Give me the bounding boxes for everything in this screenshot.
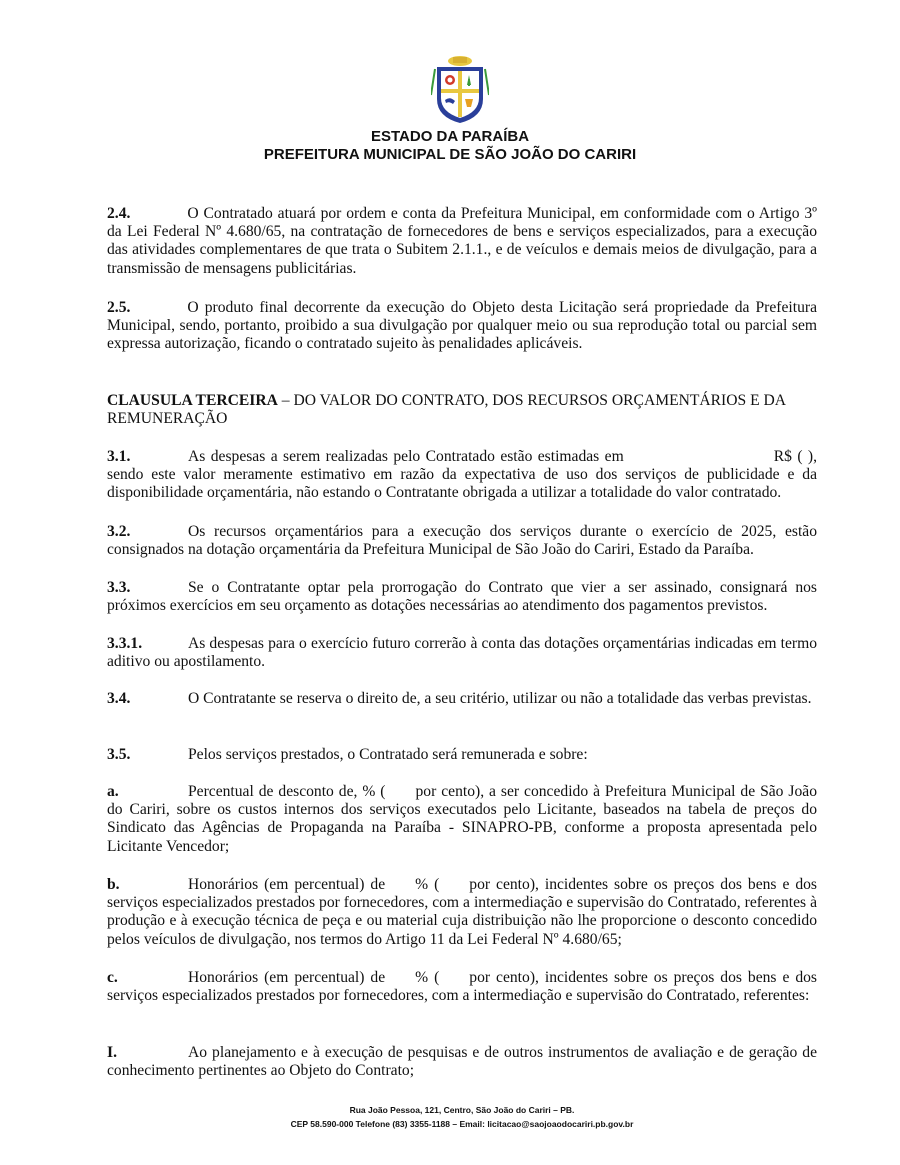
paragraph-text-a: Percentual de desconto de, % (	[188, 783, 386, 800]
coat-of-arms-logo	[431, 55, 489, 125]
paragraph-number: 3.3.	[107, 579, 131, 596]
header-municipality: PREFEITURA MUNICIPAL DE SÃO JOÃO DO CARIRI	[263, 146, 637, 163]
paragraph-I	[107, 1044, 817, 1080]
paragraph-text-c: por cento), incidentes sobre os preços dos bens e dos serviços especializados prestados por fornecedores, com a intermediação e supervisão do Contratado, referentes à produção e à execução técnica de peça e ou material cuja distribuição não lhe proporcione o desconto concedido pelos veículos de divulgação, nos termos do Artigo 11 da Lei Federal Nº 4.680/65;	[107, 876, 817, 948]
paragraph-number-dot: .	[126, 205, 131, 222]
paragraph-text-b: por cento), a ser concedido à Prefeitura Municipal de São João do Cariri, sobre os custos internos dos serviços executados pelo Licitante, baseados na tabela de preços do Sindicato das Agências de Propaganda na Paraíba - SINAPRO-PB, conforme a proposta apresentada pelo Licitante Vencedor;	[107, 783, 817, 855]
paragraph-text-a: Honorários (em percentual) de	[188, 969, 386, 986]
header-state: ESTADO DA PARAÍBA	[370, 128, 530, 145]
paragraph-text-a: Honorários (em percentual) de	[188, 876, 386, 893]
clause-three-title	[107, 392, 817, 428]
paragraph-text-b: % (	[415, 876, 440, 893]
paragraph-text: As despesas para o exercício futuro correrão à conta das dotações orçamentárias indicadas em termo aditivo ou apostilamento.	[107, 635, 817, 671]
paragraph-text: Se o Contratante optar pela prorrogação do Contrato que vier a ser assinado, consignará nos próximos exercícios em seu orçamento as dotações necessárias ao atendimento dos pagamentos previstos.	[107, 579, 817, 615]
paragraph-number: 3.4.	[107, 690, 131, 707]
paragraph-number: 3.5.	[107, 746, 131, 763]
paragraph-number: 2.5	[107, 299, 127, 316]
paragraph-text: O Contratante se reserva o direito de, a seu critério, utilizar ou não a totalidade das verbas previstas.	[188, 690, 812, 707]
paragraph-text-b: R$ ( ),	[773, 448, 818, 465]
paragraph-a	[107, 783, 817, 856]
paragraph-3-3-1	[107, 635, 817, 671]
clause-title-rest: – DO VALOR DO CONTRATO, DOS RECURSOS ORÇAMENTÁRIOS E DA REMUNERAÇÃO	[107, 392, 786, 428]
footer-contact: CEP 58.590-000 Telefone (83) 3355-1188 – Email: licitacao@saojoaodocariri.pb.gov.br	[290, 1119, 634, 1129]
paragraph-3-1	[107, 448, 817, 503]
paragraph-number: I.	[107, 1044, 117, 1061]
paragraph-text: O Contratado atuará por ordem e conta da Prefeitura Municipal, em conformidade com o Artigo 3º da Lei Federal Nº 4.680/65, na contratação de fornecedores de bens e serviços especializados, para a execução das atividades complementares de que trata o Subitem 2.1.1., e de veículos e demais meios de divulgação, para a transmissão de mensagens publicitárias.	[107, 205, 817, 277]
footer-address: Rua João Pessoa, 121, Centro, São João do Cariri – PB.	[349, 1105, 575, 1115]
paragraph-2-5	[107, 299, 817, 354]
paragraph-number-dot: .	[126, 299, 131, 316]
paragraph-text: Pelos serviços prestados, o Contratado será remunerada e sobre:	[188, 746, 588, 763]
paragraph-b	[107, 876, 817, 949]
paragraph-number: 3.1.	[107, 448, 131, 465]
paragraph-text-c: sendo este valor meramente estimativo em razão da expectativa de uso dos serviços de publicidade e da disponibilidade orçamentária, não estando o Contratante obrigada a utilizar a totalidade do valor contratado.	[107, 466, 817, 502]
paragraph-3-5	[107, 746, 817, 764]
paragraph-number: c.	[107, 969, 118, 986]
paragraph-c	[107, 969, 817, 1005]
paragraph-number: 2.4	[107, 205, 127, 222]
paragraph-2-4	[107, 205, 817, 278]
paragraph-text: Os recursos orçamentários para a execução dos serviços durante o exercício de 2025, estão consignados na dotação orçamentária da Prefeitura Municipal de São João do Cariri, Estado da Paraíba.	[107, 523, 817, 559]
paragraph-number: a.	[107, 783, 119, 800]
paragraph-3-2	[107, 523, 817, 559]
paragraph-number: b.	[107, 876, 120, 893]
paragraph-number: 3.3.1.	[107, 635, 143, 652]
paragraph-text-b: % (	[415, 969, 440, 986]
paragraph-3-4	[107, 690, 817, 708]
paragraph-text: O produto final decorrente da execução do Objeto desta Licitação será propriedade da Prefeitura Municipal, sendo, portanto, proibido a sua divulgação por qualquer meio ou sua reprodução total ou parcial sem expressa autorização, ficando o contratado sujeito às penalidades aplicáveis.	[107, 299, 817, 353]
paragraph-text: Ao planejamento e à execução de pesquisas e de outros instrumentos de avaliação e de geração de conhecimento pertinentes ao Objeto do Contrato;	[107, 1044, 817, 1080]
paragraph-text-a: As despesas a serem realizadas pelo Contratado estão estimadas em	[188, 448, 624, 465]
paragraph-text-c: por cento), incidentes sobre os preços dos bens e dos serviços especializados prestados por fornecedores, com a intermediação e supervisão do Contratado, referentes:	[107, 969, 817, 1005]
paragraph-number: 3.2.	[107, 523, 131, 540]
paragraph-3-3	[107, 579, 817, 615]
clause-title-bold: CLAUSULA TERCEIRA	[107, 392, 278, 409]
